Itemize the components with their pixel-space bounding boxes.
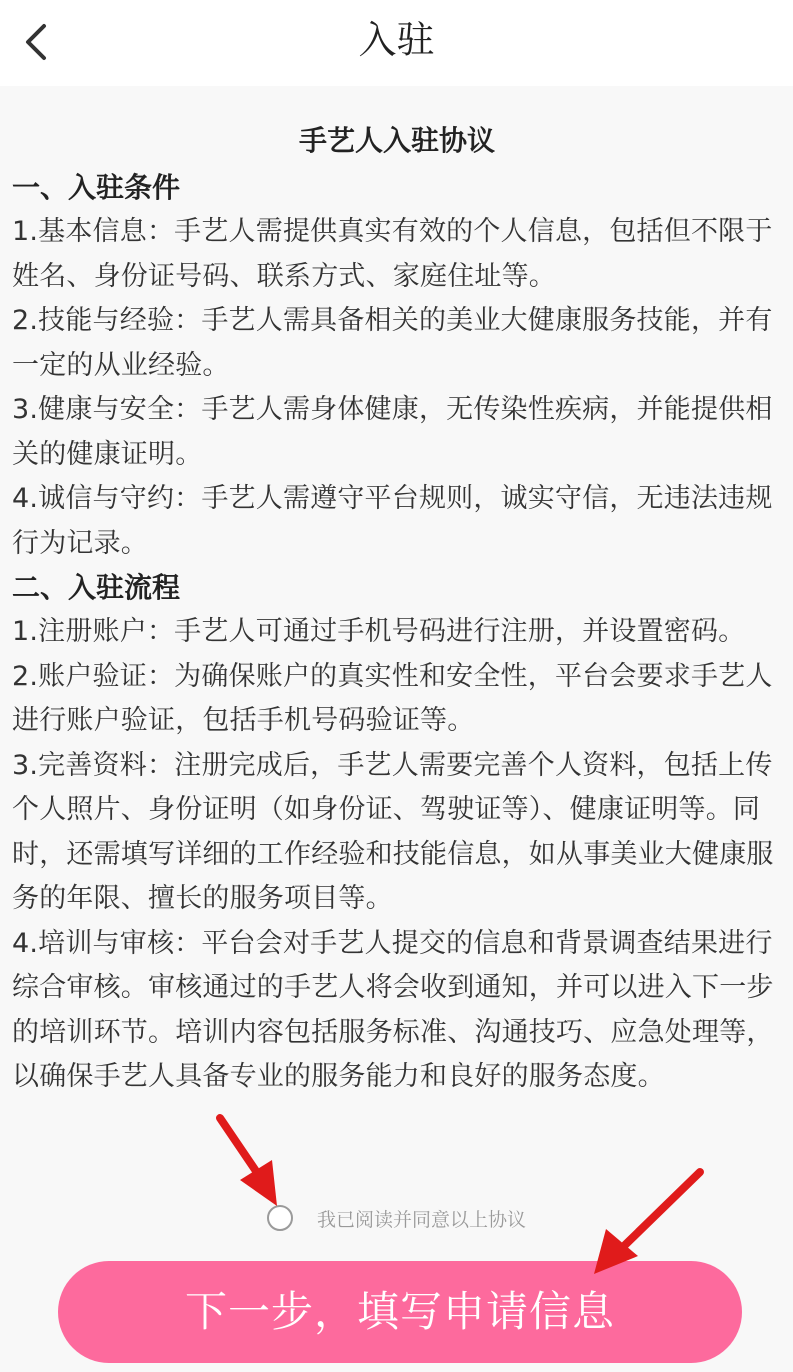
page-title: 入驻 xyxy=(358,18,435,62)
agreement-content xyxy=(12,118,782,1100)
agreement-title: 手艺人入驻协议 xyxy=(298,124,495,157)
agreement-paragraph: 1.基本信息：手艺人需提供真实有效的个人信息，包括但不限于姓名、身份证号码、联系方式、家庭住址等。 xyxy=(12,216,773,292)
section-heading: 一、入驻条件 xyxy=(12,171,181,204)
red-arrow-icon xyxy=(220,1118,277,1206)
next-step-button[interactable]: 下一步，填写申请信息 xyxy=(58,1261,742,1363)
agree-radio[interactable] xyxy=(267,1205,293,1231)
section-heading: 二、入驻流程 xyxy=(12,571,181,604)
agreement-paragraph: 3.健康与安全：手艺人需身体健康，无传染性疾病，并能提供相关的健康证明。 xyxy=(12,394,773,470)
agreement-paragraph: 1.注册账户：手艺人可通过手机号码进行注册，并设置密码。 xyxy=(12,616,746,647)
top-nav-bar xyxy=(0,0,793,86)
agree-label[interactable]: 我已阅读并同意以上协议 xyxy=(316,1208,526,1231)
agreement-paragraph: 4.培训与审核：平台会对手艺人提交的信息和背景调查结果进行综合审核。审核通过的手艺人将会收到通知，并可以进入下一步的培训环节。培训内容包括服务标准、沟通技巧、应急处理等，以确保手艺人具备专业的服务能力和良好的服务态度。 xyxy=(12,927,774,1092)
agreement-paragraph: 3.完善资料：注册完成后，手艺人需要完善个人资料，包括上传个人照片、身份证明（如身份证、驾驶证等）、健康证明等。同时，还需填写详细的工作经验和技能信息，如从事美业大健康服务的年限、擅长的服务项目等。 xyxy=(12,749,774,914)
agree-row xyxy=(0,1198,793,1238)
agreement-paragraph: 4.诚信与守约：手艺人需遵守平台规则，诚实守信，无违法违规行为记录。 xyxy=(12,483,773,559)
agreement-paragraph: 2.技能与经验：手艺人需具备相关的美业大健康服务技能，并有一定的从业经验。 xyxy=(12,305,773,381)
agreement-paragraph: 2.账户验证：为确保账户的真实性和安全性，平台会要求手艺人进行账户验证，包括手机号码验证等。 xyxy=(12,660,773,736)
